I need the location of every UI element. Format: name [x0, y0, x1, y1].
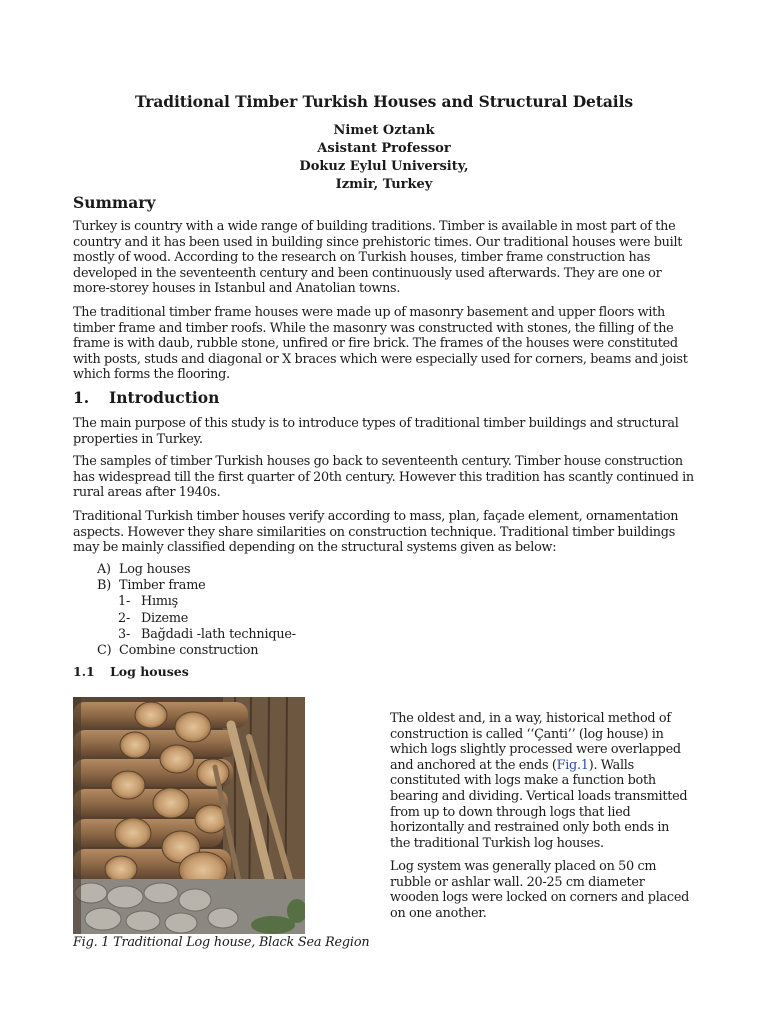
section-number: 1. — [73, 388, 90, 407]
log-houses-paragraph-2: Log system was generally placed on 50 cm rubble or ashlar wall. 20-25 cm diameter wooden logs were locked on corners and placed on one another. — [390, 859, 690, 921]
paragraph-text-end: ). Walls constituted with logs make a function both bearing and dividing. Vertical loads transmitted from up to down through logs that lied horizontally and restrained only both ends in the traditional Turkish log houses. — [390, 757, 688, 851]
list-item — [97, 643, 296, 659]
intro-paragraph-3: Traditional Turkish timber houses verify according to mass, plan, façade element, ornamentation aspects. However they share similarities on construction technique. Traditional timber buildings may be mainly classified depending on the structural systems given as below: — [73, 509, 679, 555]
list-item — [118, 611, 296, 627]
list-text: Dizeme — [141, 610, 189, 626]
list-item — [97, 578, 296, 643]
author-position: Asistant Professor — [317, 141, 451, 156]
author-name: Nimet Oztank — [333, 123, 435, 138]
intro-paragraph-2: The samples of timber Turkish houses go back to seventeenth century. Timber house construction has widespread till the first quarter of 20th century. However this tradition has scantly continued in rural areas after 1940s. — [73, 454, 694, 500]
introduction-heading — [73, 388, 219, 407]
section-title: Introduction — [109, 388, 220, 407]
log-house-photo-graphic — [73, 697, 305, 934]
list-item — [118, 627, 296, 643]
list-text: Timber frame — [119, 578, 206, 594]
subsection-title: Log houses — [110, 664, 189, 679]
log-house-photo — [73, 697, 305, 934]
list-item — [118, 594, 296, 610]
intro-paragraph-1: The main purpose of this study is to introduce types of traditional timber buildings and structural properties in Turkey. — [73, 416, 679, 447]
log-houses-paragraph-1 — [390, 711, 690, 851]
list-text: Bağdadi -lath technique- — [141, 626, 296, 642]
list-text: Hımış — [141, 594, 179, 610]
list-marker: A) — [97, 562, 111, 577]
list-marker: 2- — [118, 610, 131, 626]
list-marker: 3- — [118, 626, 131, 642]
list-marker: B) — [97, 578, 111, 594]
structural-systems-list — [97, 562, 296, 659]
list-text: Log houses — [119, 562, 191, 577]
timber-frame-sublist — [97, 594, 296, 643]
paragraph-text-start: The oldest and, in a way, historical method of construction is called ‘‘Çanti’’ (log house) in which logs slightly processed were overlapped and anchored at the ends ( — [390, 711, 681, 773]
subsection-number: 1.1 — [73, 664, 95, 679]
figure-caption: Fig. 1 Traditional Log house, Black Sea Region — [73, 935, 370, 950]
paper-title: Traditional Timber Turkish Houses and Structural Details — [134, 92, 634, 111]
list-marker: 1- — [118, 594, 131, 610]
summary-heading: Summary — [73, 193, 156, 212]
list-marker: C) — [97, 643, 112, 659]
list-item — [97, 562, 296, 578]
subsection-heading — [73, 664, 189, 679]
author-location: Izmir, Turkey — [335, 177, 433, 192]
author-affiliation: Dokuz Eylul University, — [299, 159, 469, 174]
list-text: Combine construction — [119, 643, 259, 659]
author-block — [0, 122, 768, 194]
summary-paragraph-2: The traditional timber frame houses were made up of masonry basement and upper floors with timber frame and timber roofs. While the masonry was constructed with stones, the filling of the frame is with daub, rubble stone, unfired or fire brick. The frames of the houses were constituted with posts, studs and diagonal or X braces which were especially used for corners, beams and joist which forms the flooring. — [73, 305, 688, 382]
figure-reference-link[interactable]: Fig.1 — [556, 757, 589, 773]
summary-paragraph-1: Turkey is country with a wide range of building traditions. Timber is available in most part of the country and it has been used in building since prehistoric times. Our traditional houses were built mostly of wood. According to the research on Turkish houses, timber frame construction has developed in the seventeenth century and been continuously used afterwards. They are one or more-storey houses in Istanbul and Anatolian towns. — [73, 219, 683, 296]
